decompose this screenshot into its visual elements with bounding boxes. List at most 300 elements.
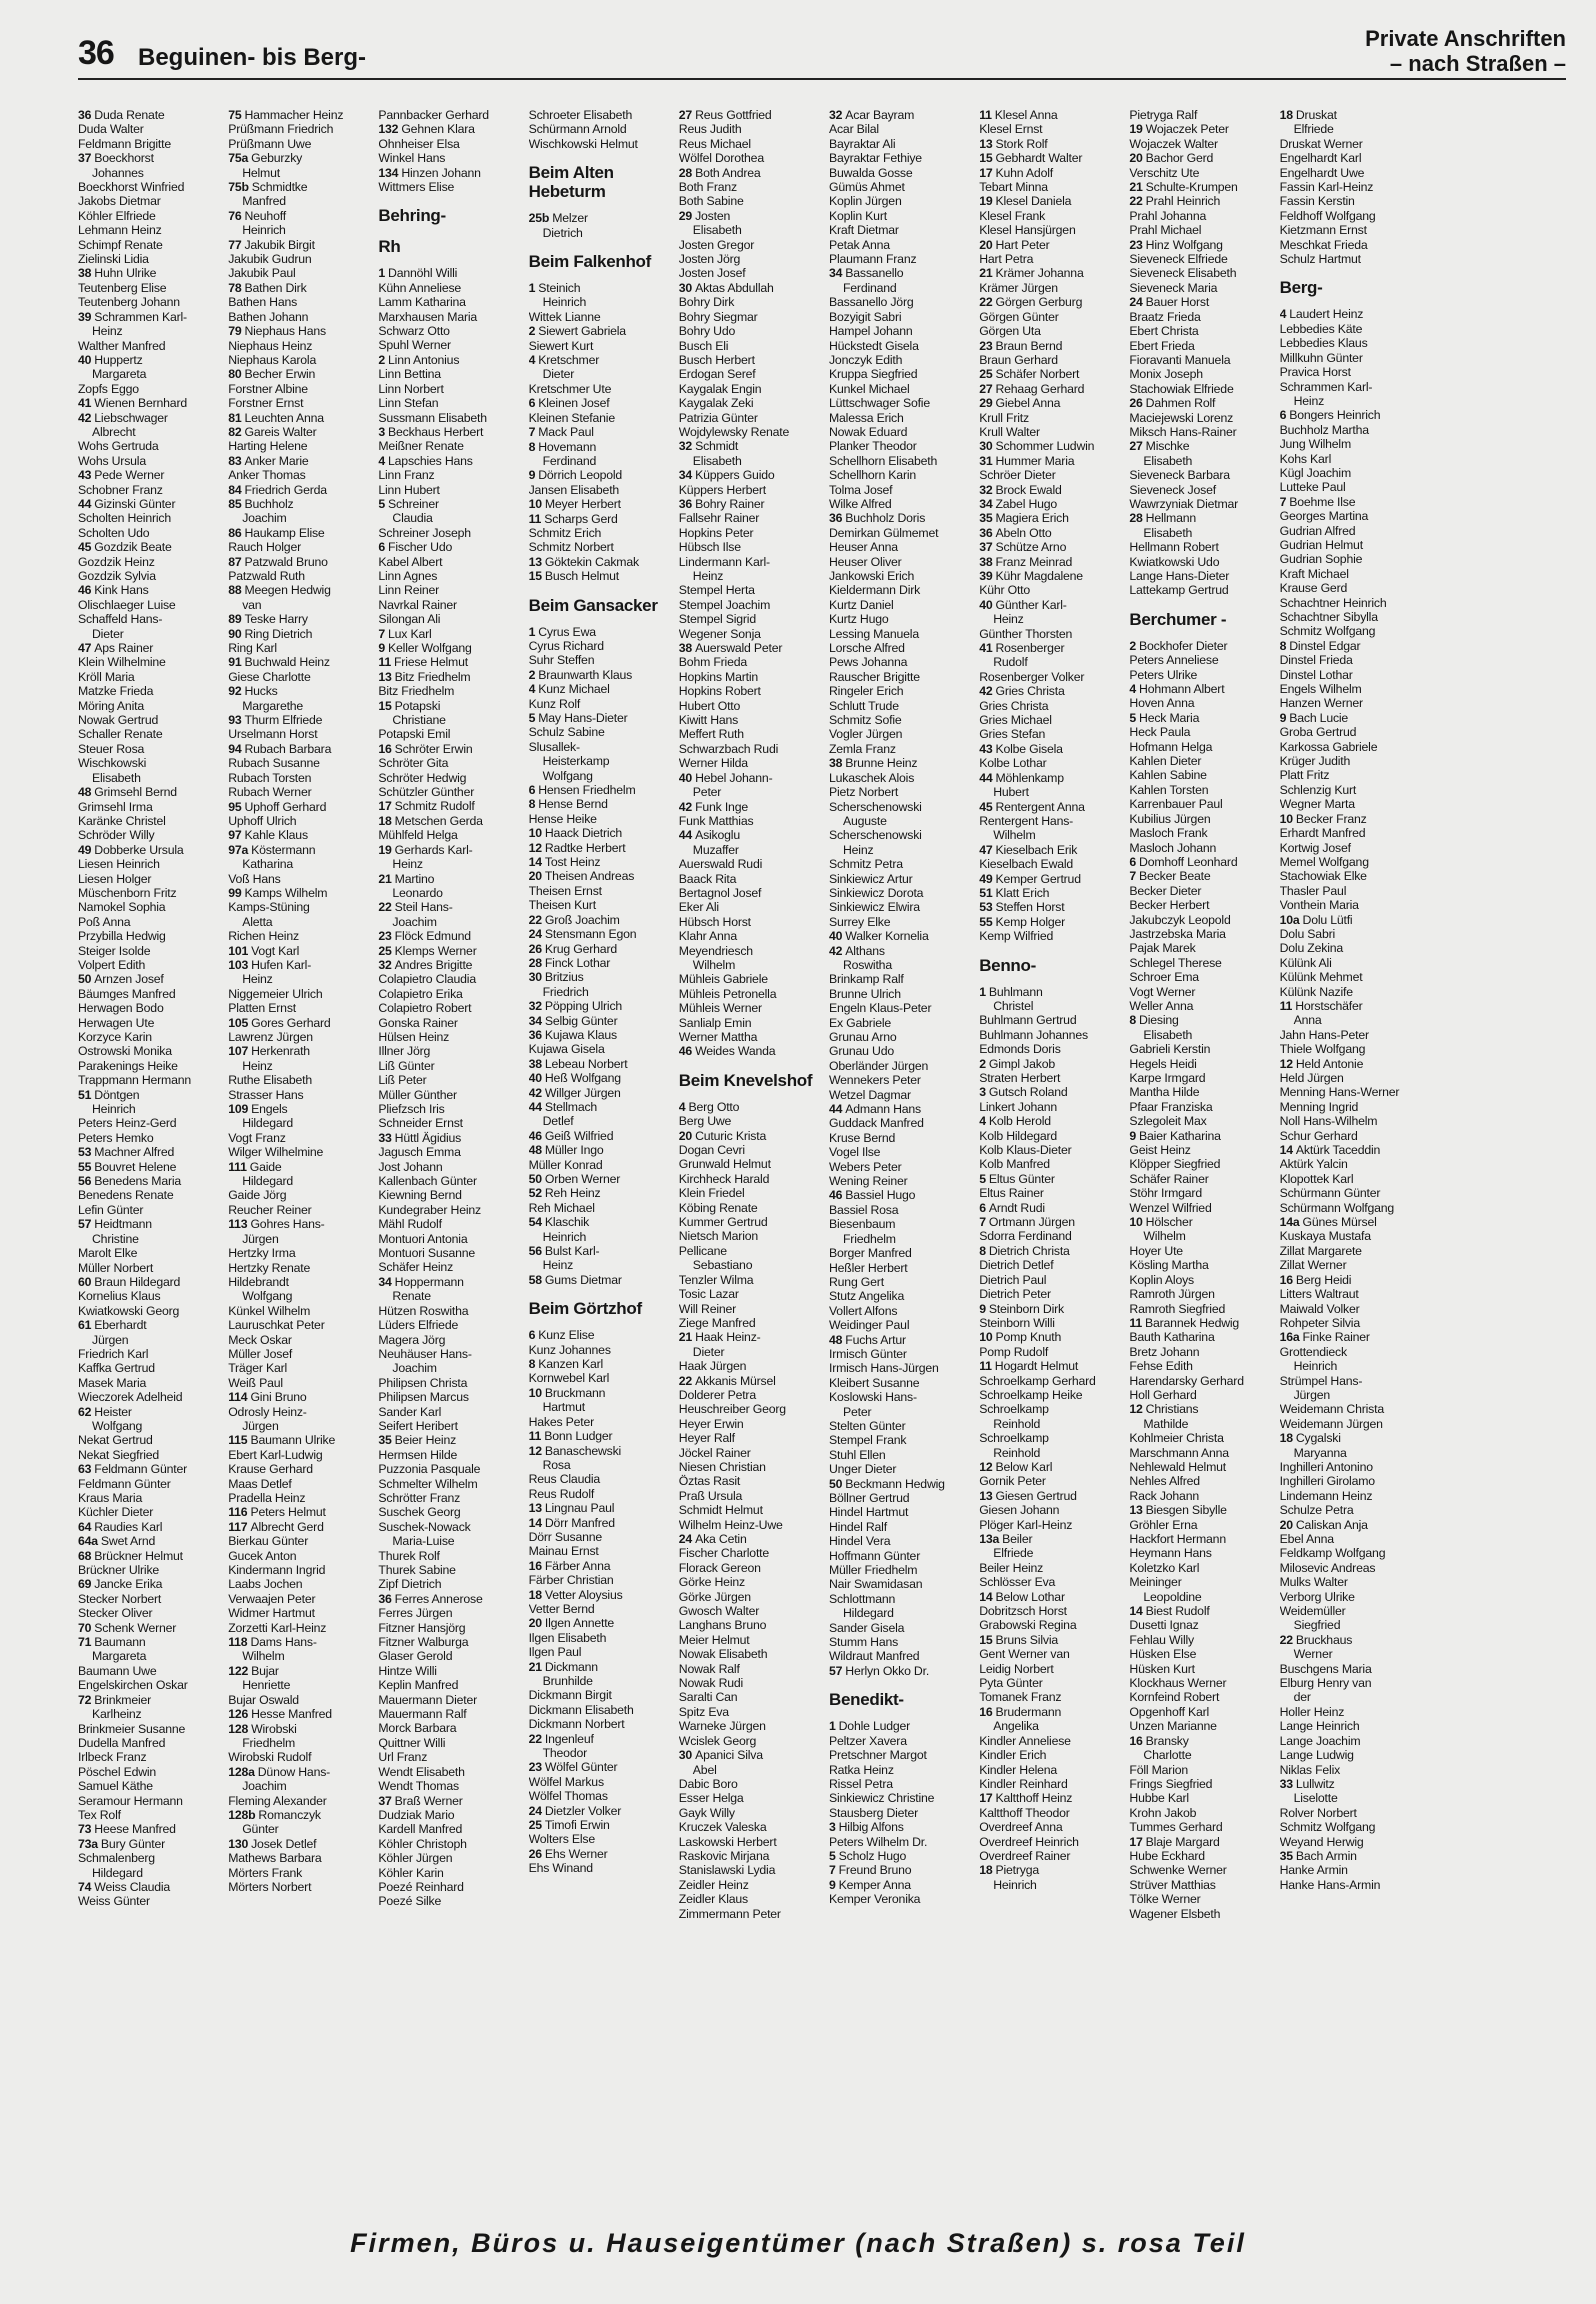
- resident-name: Niklas Felix: [1279, 1762, 1341, 1777]
- resident-name: Werner Mattha: [678, 1030, 758, 1044]
- house-number: 13: [528, 1501, 542, 1516]
- resident-name: Leonardo: [392, 885, 443, 900]
- resident-name: Kretschmer Ute: [528, 381, 612, 396]
- resident-entry: [378, 1779, 516, 1793]
- resident-name: Köstermann: [251, 842, 316, 857]
- resident-entry: [228, 670, 366, 684]
- resident-name: Pajak Marek: [1129, 941, 1196, 956]
- resident-name: Hebel Johann-: [695, 770, 773, 785]
- resident-entry: [979, 1561, 1117, 1575]
- house-number: 28: [528, 955, 542, 970]
- resident-entry: [979, 1705, 1117, 1719]
- house-number: 82: [228, 424, 242, 439]
- resident-name: Klahr Anna: [678, 929, 737, 944]
- resident-entry: [829, 483, 967, 497]
- resident-entry: [829, 872, 967, 886]
- house-number: 36: [528, 1027, 542, 1042]
- resident-name: Geburzky: [251, 151, 303, 166]
- resident-entry: [829, 1806, 967, 1820]
- resident-name: Kemp Wilfried: [979, 929, 1054, 944]
- entry-continuation: [679, 454, 817, 468]
- resident-name: Köhler Elfriede: [78, 208, 156, 223]
- resident-name: Fischer Udo: [388, 540, 453, 555]
- resident-entry: [529, 310, 667, 324]
- entry-continuation: [1129, 526, 1267, 540]
- resident-name: Pietz Norbert: [828, 785, 899, 800]
- resident-name: Klemps Werner: [394, 943, 477, 958]
- resident-name: Duda Walter: [78, 122, 144, 137]
- house-number: 40: [528, 1071, 542, 1086]
- entry-continuation: [78, 1102, 216, 1116]
- resident-entry: [1129, 970, 1267, 984]
- entry-continuation: [679, 958, 817, 972]
- resident-entry: [378, 1275, 516, 1289]
- resident-entry: [378, 324, 516, 338]
- resident-entry: [679, 540, 817, 554]
- resident-name: Wolters Else: [528, 1832, 595, 1847]
- resident-entry: [829, 1592, 967, 1606]
- resident-entry: [78, 1520, 216, 1534]
- resident-entry: [529, 1487, 667, 1501]
- resident-name: Beckmann Hedwig: [845, 1476, 945, 1491]
- house-number: 30: [678, 1748, 693, 1763]
- resident-name: Aktürk Taceddin: [1295, 1143, 1381, 1158]
- house-number: 20: [528, 1616, 542, 1631]
- resident-entry: [679, 1388, 817, 1402]
- resident-entry: [1280, 1229, 1418, 1243]
- house-number: 16: [378, 741, 392, 756]
- resident-entry: [979, 1863, 1117, 1877]
- resident-name: Bujar Oswald: [228, 1692, 299, 1707]
- resident-name: Bury Günter: [100, 1836, 166, 1851]
- resident-name: Bassiel Hugo: [845, 1188, 916, 1203]
- resident-entry: [1280, 108, 1418, 122]
- resident-entry: [679, 684, 817, 698]
- resident-entry: [1280, 1431, 1418, 1445]
- resident-entry: [78, 411, 216, 425]
- resident-name: Peters Anneliese: [1129, 653, 1219, 668]
- resident-entry: [378, 180, 516, 194]
- resident-entry: [378, 1721, 516, 1735]
- resident-entry: [679, 555, 817, 569]
- resident-name: Buhlmann: [988, 984, 1043, 999]
- resident-entry: [679, 1791, 817, 1805]
- resident-name: Bongers Heinrich: [1289, 408, 1381, 423]
- resident-entry: [1280, 768, 1418, 782]
- resident-entry: [1129, 1374, 1267, 1388]
- resident-name: Niggemeier Ulrich: [228, 986, 323, 1001]
- resident-name: Tosic Lazar: [678, 1287, 739, 1302]
- resident-entry: [979, 583, 1117, 597]
- house-number: 17: [1129, 1834, 1143, 1849]
- resident-entry: [378, 1116, 516, 1130]
- resident-entry: [228, 454, 366, 468]
- resident-name: Horstschäfer: [1295, 998, 1363, 1013]
- resident-entry: [78, 1765, 216, 1779]
- resident-name: Liesen Heinrich: [78, 857, 160, 872]
- resident-name: Linn Stefan: [378, 396, 439, 411]
- resident-entry: [1129, 1835, 1267, 1849]
- resident-name: Heyer Ralf: [678, 1431, 735, 1446]
- resident-entry: [78, 1736, 216, 1750]
- house-number: 37: [78, 151, 92, 166]
- resident-entry: [228, 1577, 366, 1591]
- entry-continuation: [78, 1649, 216, 1663]
- resident-entry: [78, 194, 216, 208]
- entry-continuation: [979, 1719, 1117, 1733]
- house-number: 63: [78, 1462, 92, 1477]
- resident-name: Schulze Petra: [1279, 1503, 1354, 1518]
- resident-entry: [1129, 1431, 1267, 1445]
- resident-name: Theisen Andreas: [544, 869, 635, 884]
- resident-entry: [529, 1472, 667, 1486]
- entry-continuation: [979, 612, 1117, 626]
- resident-entry: [679, 944, 817, 958]
- directory-column: [1129, 108, 1267, 2208]
- resident-entry: [228, 727, 366, 741]
- entry-continuation: [979, 785, 1117, 799]
- resident-name: Gröhler Erna: [1129, 1517, 1198, 1532]
- entry-continuation: [1280, 122, 1418, 136]
- house-number: 36: [78, 108, 92, 122]
- resident-entry: [679, 1719, 817, 1733]
- resident-name: Szlegoleit Max: [1129, 1114, 1207, 1129]
- house-number: 12: [528, 1443, 542, 1458]
- resident-entry: [979, 1791, 1117, 1805]
- resident-entry: [529, 783, 667, 797]
- resident-name: Bassanello: [845, 266, 904, 281]
- resident-entry: [378, 1390, 516, 1404]
- resident-entry: [829, 1044, 967, 1058]
- resident-name: Irmisch Hans-Jürgen: [828, 1361, 939, 1376]
- resident-name: Bouvret Helene: [94, 1159, 177, 1174]
- resident-entry: [529, 108, 667, 122]
- entry-continuation: [228, 1822, 366, 1836]
- resident-entry: [228, 1203, 366, 1217]
- house-number: 11: [528, 511, 542, 526]
- resident-entry: [228, 1318, 366, 1332]
- resident-entry: [1129, 1763, 1267, 1777]
- resident-name: Raskovic Mirjana: [678, 1848, 770, 1863]
- house-number: 73a: [78, 1836, 98, 1851]
- resident-name: Bozyigit Sabri: [828, 309, 902, 324]
- resident-entry: [529, 826, 667, 840]
- resident-name: Selbig Günter: [544, 1013, 618, 1028]
- resident-name: Hübsch Horst: [678, 914, 751, 929]
- resident-name: Döntgen: [94, 1087, 140, 1102]
- resident-name: Boeckhorst: [94, 151, 154, 166]
- resident-entry: [1129, 639, 1267, 653]
- resident-entry: [979, 1229, 1117, 1243]
- resident-name: Tummes Gerhard: [1129, 1820, 1223, 1835]
- resident-entry: [378, 1073, 516, 1087]
- resident-name: Liselotte: [1293, 1791, 1338, 1806]
- resident-name: Hildebrandt: [228, 1274, 289, 1289]
- house-number: 7: [1279, 494, 1287, 509]
- entry-continuation: [979, 999, 1117, 1013]
- house-number: 107: [228, 1044, 249, 1059]
- resident-entry: [1129, 913, 1267, 927]
- resident-entry: [228, 1246, 366, 1260]
- resident-entry: [78, 944, 216, 958]
- resident-entry: [529, 725, 667, 739]
- resident-entry: [1280, 1489, 1418, 1503]
- resident-entry: [78, 108, 216, 122]
- resident-entry: [679, 1273, 817, 1287]
- resident-name: Schröder Willy: [78, 828, 155, 843]
- resident-name: Erhardt Manfred: [1279, 826, 1366, 841]
- resident-entry: [378, 1577, 516, 1591]
- house-number: 32: [678, 439, 693, 454]
- house-number: 30: [528, 970, 542, 985]
- house-number: 118: [228, 1635, 248, 1650]
- resident-entry: [679, 1806, 817, 1820]
- house-number: 55: [78, 1159, 92, 1174]
- resident-entry: [679, 1835, 817, 1849]
- resident-name: Hildegard: [242, 1116, 294, 1131]
- resident-entry: [228, 872, 366, 886]
- resident-name: Linn Norbert: [378, 381, 444, 396]
- resident-entry: [1129, 941, 1267, 955]
- resident-entry: [78, 1635, 216, 1649]
- resident-entry: [228, 483, 366, 497]
- resident-name: Heidtmann: [94, 1217, 152, 1232]
- resident-entry: [78, 1577, 216, 1591]
- resident-entry: [78, 1549, 216, 1563]
- resident-name: Engels: [251, 1102, 288, 1117]
- resident-name: Przybilla Hedwig: [78, 929, 166, 944]
- resident-entry: [228, 1722, 366, 1736]
- entry-continuation: [979, 655, 1117, 669]
- resident-name: Dinstel Edgar: [1289, 638, 1361, 653]
- resident-entry: [378, 944, 516, 958]
- resident-entry: [1129, 1057, 1267, 1071]
- resident-entry: [1129, 396, 1267, 410]
- resident-name: Pietryga: [995, 1863, 1039, 1878]
- resident-name: Albrecht: [92, 424, 136, 439]
- resident-entry: [529, 555, 667, 569]
- resident-name: Grabowski Regina: [979, 1618, 1077, 1633]
- resident-entry: [829, 151, 967, 165]
- resident-entry: [529, 625, 667, 639]
- resident-name: Schmitz Wolfgang: [1279, 624, 1376, 639]
- resident-entry: [228, 944, 366, 958]
- resident-entry: [1280, 1157, 1418, 1171]
- resident-name: Arndt Rudi: [988, 1200, 1045, 1215]
- resident-entry: [679, 1114, 817, 1128]
- resident-name: Benedens Renate: [78, 1188, 174, 1203]
- resident-name: Apanici Silva: [695, 1748, 763, 1763]
- resident-name: Maiwald Volker: [1279, 1301, 1360, 1316]
- resident-entry: [1129, 1878, 1267, 1892]
- resident-name: Suschek Georg: [378, 1505, 461, 1520]
- resident-entry: [228, 382, 366, 396]
- resident-name: Scholten Udo: [78, 525, 150, 540]
- resident-name: Britzius: [544, 970, 584, 985]
- resident-entry: [378, 1563, 516, 1577]
- resident-name: Hoven Anna: [1129, 696, 1195, 711]
- resident-name: Brunne Heinz: [845, 756, 918, 771]
- resident-name: Heyer Erwin: [678, 1416, 744, 1431]
- resident-name: Krause Gerd: [1279, 581, 1348, 596]
- resident-name: Pellicane: [678, 1243, 727, 1258]
- resident-entry: [378, 1304, 516, 1318]
- resident-name: Brunhilde: [542, 1674, 593, 1688]
- house-number: 13: [528, 554, 542, 569]
- resident-entry: [228, 1750, 366, 1764]
- resident-entry: [679, 627, 817, 641]
- resident-name: Köhler Karin: [378, 1865, 444, 1880]
- resident-name: Franz Meinrad: [995, 554, 1073, 569]
- resident-name: Schachtner Sibylla: [1279, 610, 1378, 624]
- resident-entry: [378, 526, 516, 540]
- resident-entry: [829, 1376, 967, 1390]
- resident-entry: [1129, 1518, 1267, 1532]
- resident-name: Frings Siegfried: [1129, 1776, 1213, 1791]
- resident-entry: [378, 612, 516, 626]
- resident-entry: [829, 1073, 967, 1087]
- resident-entry: [679, 1316, 817, 1330]
- resident-entry: [1280, 1561, 1418, 1575]
- resident-entry: [529, 1172, 667, 1186]
- resident-entry: [979, 295, 1117, 309]
- house-number: 58: [528, 1272, 542, 1287]
- resident-name: Heister: [94, 1404, 132, 1419]
- resident-name: Sinkiewicz Dorota: [828, 885, 924, 900]
- resident-name: Grimsehl Irma: [78, 799, 153, 814]
- resident-name: Pietryga Ralf: [1129, 108, 1198, 122]
- resident-name: Bertagnol Josef: [678, 885, 762, 900]
- resident-name: Auerswald Peter: [695, 641, 783, 656]
- resident-name: Trappmann Hermann: [78, 1073, 192, 1088]
- house-number: 7: [378, 626, 386, 641]
- resident-entry: [679, 1575, 817, 1589]
- resident-name: Haak Heinz-: [695, 1330, 761, 1345]
- resident-entry: [829, 785, 967, 799]
- resident-name: Dickmann Birgit: [528, 1688, 612, 1703]
- house-number: 32: [528, 999, 542, 1014]
- resident-name: Haak Jürgen: [678, 1359, 747, 1374]
- resident-entry: [979, 1590, 1117, 1604]
- house-number: 14: [1279, 1143, 1293, 1158]
- resident-name: Ratka Heinz: [828, 1762, 894, 1777]
- resident-name: Montuori Antonia: [378, 1231, 468, 1246]
- resident-name: Meck Oskar: [228, 1332, 292, 1347]
- resident-name: Koplin Kurt: [828, 208, 887, 223]
- resident-name: Peter: [692, 785, 722, 800]
- house-number: 46: [78, 583, 92, 598]
- resident-name: Voß Hans: [228, 871, 281, 886]
- resident-name: Hildegard: [92, 1865, 143, 1880]
- resident-entry: [829, 1289, 967, 1303]
- resident-name: Theodor: [542, 1746, 587, 1761]
- resident-name: Krause Gerhard: [228, 1462, 313, 1477]
- resident-name: Steinich: [538, 281, 581, 296]
- resident-entry: [829, 166, 967, 180]
- house-number: 13a: [979, 1532, 1000, 1546]
- resident-name: Linn Hubert: [378, 482, 440, 497]
- resident-name: Ebert Karl-Ludwig: [228, 1447, 323, 1462]
- resident-name: Both Andrea: [695, 165, 761, 180]
- entry-continuation: [228, 598, 366, 612]
- resident-name: Potapski Emil: [378, 727, 451, 742]
- resident-entry: [378, 1347, 516, 1361]
- house-number: 64a: [78, 1534, 98, 1549]
- resident-name: Jöckel Rainer: [678, 1445, 751, 1460]
- house-number: 33: [1279, 1776, 1293, 1791]
- resident-name: Jagusch Emma: [378, 1145, 461, 1160]
- resident-entry: [679, 1546, 817, 1560]
- resident-name: Werner: [1293, 1647, 1333, 1662]
- resident-name: Herwagen Bodo: [78, 1001, 164, 1016]
- resident-name: Bransky: [1145, 1733, 1189, 1748]
- resident-entry: [829, 526, 967, 540]
- resident-name: Romanczyk: [258, 1807, 321, 1822]
- resident-entry: [529, 526, 667, 540]
- resident-entry: [679, 396, 817, 410]
- resident-entry: [829, 1820, 967, 1834]
- resident-name: Helmut: [242, 165, 280, 180]
- resident-entry: [78, 1563, 216, 1577]
- resident-entry: [679, 1287, 817, 1301]
- resident-name: Schütze Arno: [995, 540, 1067, 555]
- house-number: 132: [378, 122, 399, 137]
- house-number: 43: [979, 741, 993, 756]
- house-number: 116: [228, 1505, 248, 1520]
- resident-entry: [979, 1763, 1117, 1777]
- resident-entry: [78, 295, 216, 309]
- resident-entry: [378, 1894, 516, 1908]
- resident-name: Friedrich: [542, 984, 589, 999]
- resident-entry: [1280, 596, 1418, 610]
- resident-entry: [679, 1676, 817, 1690]
- resident-entry: [1280, 1460, 1418, 1474]
- resident-entry: [228, 555, 366, 569]
- resident-entry: [979, 151, 1117, 165]
- resident-entry: [228, 1693, 366, 1707]
- resident-name: Ramroth Siegfried: [1129, 1301, 1226, 1316]
- resident-name: Schlegel Therese: [1129, 955, 1222, 970]
- resident-entry: [378, 108, 516, 122]
- resident-name: Thiele Wolfgang: [1279, 1042, 1366, 1057]
- resident-name: Kühn Anneliese: [378, 280, 462, 295]
- resident-entry: [529, 1244, 667, 1258]
- resident-entry: [378, 1664, 516, 1678]
- resident-name: Kindler Anneliese: [979, 1733, 1071, 1748]
- resident-entry: [228, 1376, 366, 1390]
- resident-name: Hense Bernd: [538, 797, 608, 812]
- resident-name: Schürmann Arnold: [528, 122, 627, 137]
- resident-name: Montuori Susanne: [378, 1246, 475, 1261]
- resident-name: Tebart Minna: [979, 180, 1048, 195]
- entry-continuation: [529, 1230, 667, 1244]
- resident-name: Föll Marion: [1129, 1762, 1189, 1777]
- resident-name: Vollert Alfons: [828, 1303, 898, 1318]
- resident-name: Hanke Armin: [1279, 1863, 1348, 1878]
- resident-entry: [78, 1505, 216, 1519]
- resident-name: Schrammen Karl-: [1279, 379, 1373, 394]
- resident-entry: [529, 1760, 667, 1774]
- resident-entry: [78, 1678, 216, 1692]
- resident-name: Dickmann Elisabeth: [528, 1702, 634, 1717]
- resident-name: Verborg Ulrike: [1279, 1589, 1355, 1604]
- resident-name: Metschen Gerda: [394, 813, 483, 828]
- resident-name: Rosenberger Volker: [979, 669, 1085, 684]
- resident-name: Wolfgang: [542, 768, 593, 783]
- resident-entry: [679, 598, 817, 612]
- resident-entry: [679, 756, 817, 770]
- house-number: 103: [228, 957, 249, 972]
